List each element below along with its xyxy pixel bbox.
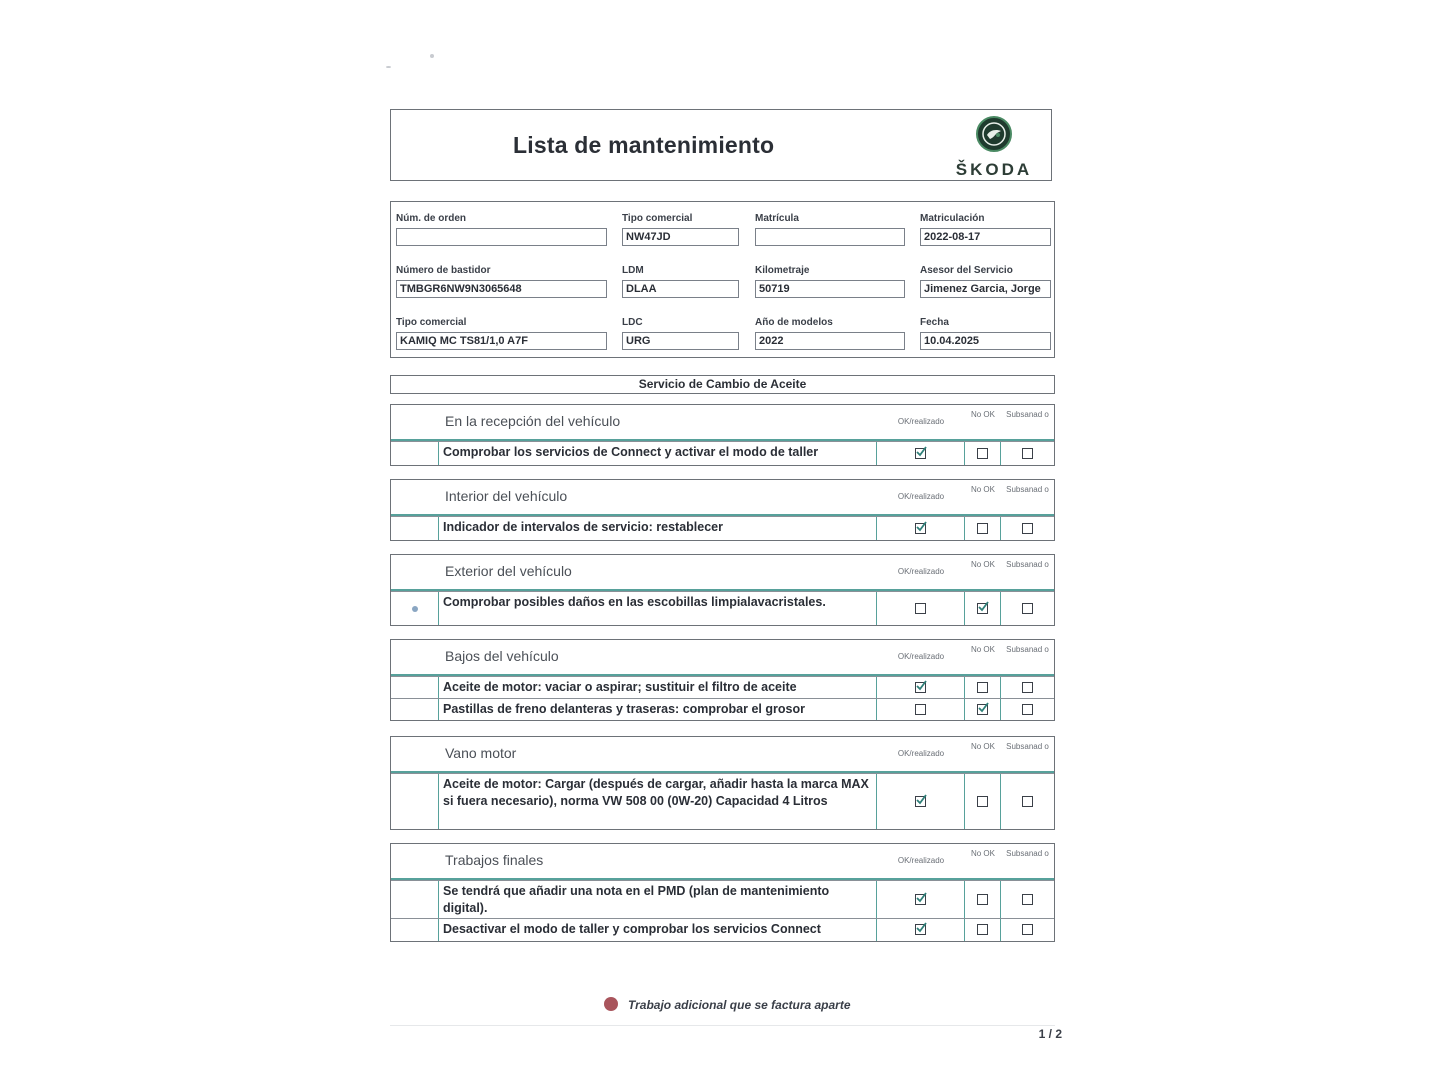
- checklist-row: [391, 698, 1054, 720]
- col-header-ok: OK/realizado: [897, 417, 945, 426]
- subsanado-checkbox[interactable]: [1022, 704, 1033, 715]
- ok-cell: [877, 442, 965, 465]
- header-box: [390, 109, 1052, 181]
- field-value: TMBGR6NW9N3065648: [396, 280, 607, 298]
- checkmark-icon: [915, 922, 927, 934]
- col-header-subsanado: Subsanad o: [1006, 849, 1049, 858]
- subsanado-cell: [1001, 517, 1054, 540]
- field-value: DLAA: [622, 280, 739, 298]
- ok-cell: [877, 677, 965, 698]
- ok-cell: [877, 517, 965, 540]
- task-text: Aceite de motor: Cargar (después de cargar, añadir hasta la marca MAX si fuera necesario), norma VW 508 00 (0W-20) Capacidad 4 Litros: [439, 774, 877, 829]
- group-title: Interior del vehículo: [445, 488, 568, 504]
- group-title: Exterior del vehículo: [445, 563, 572, 579]
- checklist-row: [391, 676, 1054, 698]
- ok-cell: [877, 592, 965, 625]
- task-text: Aceite de motor: vaciar o aspirar; sustituir el filtro de aceite: [439, 677, 877, 698]
- group-header: [391, 737, 1054, 773]
- subsanado-cell: [1001, 699, 1054, 720]
- group-header: [391, 480, 1054, 516]
- group-title: Trabajos finales: [445, 852, 544, 868]
- task-text: Comprobar los servicios de Connect y activar el modo de taller: [439, 442, 877, 465]
- checklist-row: [391, 516, 1054, 540]
- skoda-emblem-icon: [976, 116, 1012, 152]
- ok-checkbox[interactable]: [915, 924, 926, 935]
- field-label: Matrícula: [755, 213, 799, 224]
- field-anio-modelos: [755, 316, 905, 350]
- group-bajos: [390, 639, 1055, 721]
- ok-cell: [877, 774, 965, 829]
- field-numero-bastidor: [396, 264, 607, 298]
- field-kilometraje: [755, 264, 905, 298]
- subsanado-checkbox[interactable]: [1022, 796, 1033, 807]
- group-trabajos-finales: [390, 843, 1055, 942]
- field-value: [755, 228, 905, 246]
- ok-checkbox[interactable]: [915, 704, 926, 715]
- no-ok-checkbox[interactable]: [977, 523, 988, 534]
- no-ok-checkbox[interactable]: [977, 448, 988, 459]
- group-title: Vano motor: [445, 745, 517, 761]
- col-header-subsanado: Subsanad o: [1006, 742, 1049, 751]
- field-value: 50719: [755, 280, 905, 298]
- field-label: Núm. de orden: [396, 213, 467, 224]
- service-title: Servicio de Cambio de Aceite: [390, 375, 1055, 394]
- ok-checkbox[interactable]: [915, 682, 926, 693]
- col-header-no-ok: No OK: [970, 742, 995, 751]
- group-header: [391, 844, 1054, 880]
- field-num-orden: [396, 212, 607, 246]
- subsanado-checkbox[interactable]: [1022, 523, 1033, 534]
- checkmark-icon: [915, 446, 927, 458]
- field-label: LDM: [622, 265, 644, 276]
- subsanado-cell: [1001, 592, 1054, 625]
- col-header-ok: OK/realizado: [897, 492, 945, 501]
- checklist-row: [391, 918, 1054, 941]
- field-label: Fecha: [920, 317, 949, 328]
- group-interior: [390, 479, 1055, 541]
- checkmark-icon: [915, 892, 927, 904]
- col-header-no-ok: No OK: [970, 485, 995, 494]
- scan-speck: [430, 54, 434, 58]
- field-label: Número de bastidor: [396, 265, 491, 276]
- marker-cell: [391, 442, 439, 465]
- task-text: Comprobar posibles daños en las escobillas limpialavacristales.: [439, 592, 877, 625]
- field-value: URG: [622, 332, 739, 350]
- field-value: NW47JD: [622, 228, 739, 246]
- field-label: Asesor del Servicio: [920, 265, 1013, 276]
- field-ldm: [622, 264, 739, 298]
- marker-cell: [391, 881, 439, 918]
- field-matriculacion: [920, 212, 1051, 246]
- col-header-no-ok: No OK: [970, 849, 995, 858]
- field-value: [396, 228, 607, 246]
- task-text: Se tendrá que añadir una nota en el PMD (plan de mantenimiento digital).: [439, 881, 877, 918]
- no-ok-checkbox[interactable]: [977, 796, 988, 807]
- ok-cell: [877, 919, 965, 941]
- col-header-ok: OK/realizado: [897, 749, 945, 758]
- field-asesor: [920, 264, 1051, 298]
- checklist-row: [391, 773, 1054, 829]
- no-ok-cell: [965, 881, 1001, 918]
- group-exterior: [390, 554, 1055, 626]
- subsanado-cell: [1001, 774, 1054, 829]
- no-ok-checkbox[interactable]: [977, 704, 988, 715]
- no-ok-checkbox[interactable]: [977, 924, 988, 935]
- field-label: Tipo comercial: [622, 213, 693, 224]
- no-ok-cell: [965, 592, 1001, 625]
- ok-checkbox[interactable]: [915, 603, 926, 614]
- field-fecha: [920, 316, 1051, 350]
- document-title: Lista de mantenimiento: [513, 132, 775, 158]
- subsanado-cell: [1001, 881, 1054, 918]
- field-value: 10.04.2025: [920, 332, 1051, 350]
- col-header-subsanado: Subsanad o: [1006, 560, 1049, 569]
- checklist-row: [391, 441, 1054, 465]
- group-vano-motor: [390, 736, 1055, 830]
- checkmark-icon: [915, 521, 927, 533]
- checkmark-icon: [977, 601, 989, 613]
- marker-cell: [391, 919, 439, 941]
- col-header-ok: OK/realizado: [897, 652, 945, 661]
- col-header-subsanado: Subsanad o: [1006, 645, 1049, 654]
- col-header-subsanado: Subsanad o: [1006, 410, 1049, 419]
- col-header-no-ok: No OK: [970, 645, 995, 654]
- skoda-wordmark: ŠKODA: [955, 160, 1033, 179]
- page-number: 1 / 2: [1038, 1027, 1062, 1041]
- subsanado-checkbox[interactable]: [1022, 924, 1033, 935]
- checklist-row: [391, 880, 1054, 918]
- subsanado-cell: [1001, 677, 1054, 698]
- checkmark-icon: [915, 680, 927, 692]
- subsanado-cell: [1001, 442, 1054, 465]
- field-label: Matriculación: [920, 213, 985, 224]
- additional-work-marker-icon: [604, 997, 618, 1011]
- checklist-row: [391, 591, 1054, 625]
- ok-checkbox[interactable]: [915, 523, 926, 534]
- field-label: Tipo comercial: [396, 317, 467, 328]
- field-value: 2022-08-17: [920, 228, 1051, 246]
- field-ldc: [622, 316, 739, 350]
- no-ok-cell: [965, 919, 1001, 941]
- col-header-no-ok: No OK: [970, 410, 995, 419]
- col-header-ok: OK/realizado: [897, 856, 945, 865]
- group-title: Bajos del vehículo: [445, 648, 559, 664]
- col-header-subsanado: Subsanad o: [1006, 485, 1049, 494]
- checkmark-icon: [977, 702, 989, 714]
- field-tipo-comercial-1: [622, 212, 739, 246]
- col-header-no-ok: No OK: [970, 560, 995, 569]
- field-value: Jimenez Garcia, Jorge: [920, 280, 1051, 298]
- checkmark-icon: [915, 794, 927, 806]
- footer-divider: [390, 1025, 1055, 1026]
- ok-checkbox[interactable]: [915, 796, 926, 807]
- marker-cell: [391, 592, 439, 625]
- no-ok-checkbox[interactable]: [977, 682, 988, 693]
- task-text: Pastillas de freno delanteras y traseras: comprobar el grosor: [439, 699, 877, 720]
- group-title: En la recepción del vehículo: [445, 413, 621, 429]
- task-text: Desactivar el modo de taller y comprobar los servicios Connect: [439, 919, 877, 941]
- footnote: [604, 995, 851, 1015]
- field-label: LDC: [622, 317, 643, 328]
- field-label: Kilometraje: [755, 265, 810, 276]
- ok-cell: [877, 699, 965, 720]
- col-header-ok: OK/realizado: [897, 567, 945, 576]
- group-recepcion: [390, 404, 1055, 466]
- subsanado-checkbox[interactable]: [1022, 603, 1033, 614]
- no-ok-cell: [965, 677, 1001, 698]
- marker-cell: [391, 677, 439, 698]
- subsanado-checkbox[interactable]: [1022, 894, 1033, 905]
- no-ok-cell: [965, 699, 1001, 720]
- ok-checkbox[interactable]: [915, 448, 926, 459]
- subsanado-checkbox[interactable]: [1022, 682, 1033, 693]
- no-ok-cell: [965, 442, 1001, 465]
- no-ok-cell: [965, 774, 1001, 829]
- field-label: Año de modelos: [755, 317, 833, 328]
- bullet-dot-icon: [412, 606, 418, 612]
- field-tipo-comercial-2: [396, 316, 607, 350]
- marker-cell: [391, 517, 439, 540]
- subsanado-cell: [1001, 919, 1054, 941]
- group-header: [391, 405, 1054, 441]
- group-header: [391, 555, 1054, 591]
- task-text: Indicador de intervalos de servicio: restablecer: [439, 517, 877, 540]
- vehicle-info-panel: [390, 201, 1055, 358]
- no-ok-cell: [965, 517, 1001, 540]
- ok-checkbox[interactable]: [915, 894, 926, 905]
- skoda-logo: [949, 114, 1039, 178]
- field-value: 2022: [755, 332, 905, 350]
- marker-cell: [391, 699, 439, 720]
- no-ok-checkbox[interactable]: [977, 894, 988, 905]
- group-header: [391, 640, 1054, 676]
- ok-cell: [877, 881, 965, 918]
- marker-cell: [391, 774, 439, 829]
- field-value: KAMIQ MC TS81/1,0 A7F: [396, 332, 607, 350]
- field-matricula: [755, 212, 905, 246]
- footnote-text: Trabajo adicional que se factura aparte: [628, 998, 851, 1012]
- subsanado-checkbox[interactable]: [1022, 448, 1033, 459]
- scan-speck: [386, 66, 391, 68]
- no-ok-checkbox[interactable]: [977, 603, 988, 614]
